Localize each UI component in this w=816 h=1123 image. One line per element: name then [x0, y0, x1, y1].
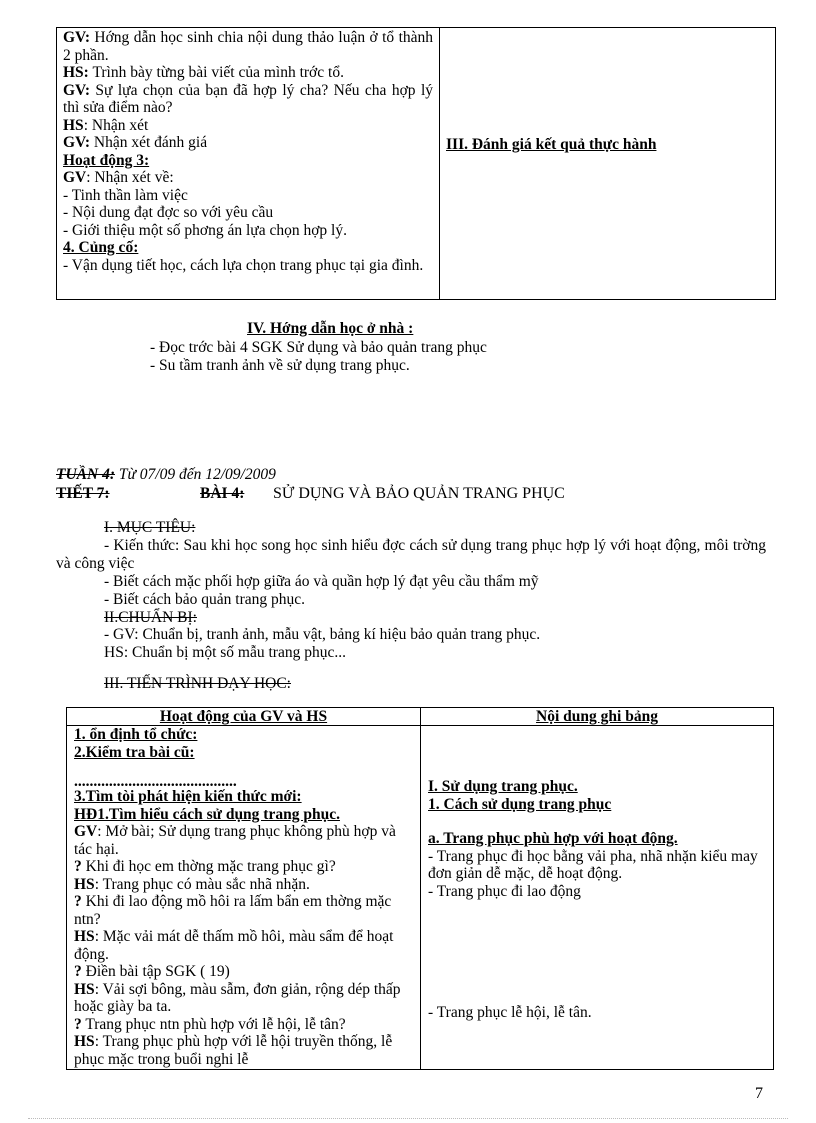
preparation-title: II.CHUẨN BỊ:: [104, 609, 197, 626]
gv-line-2: GV: Sự lựa chọn của bạn đã hợp lý cha? Nếu cha hợp lý thì sửa điểm nào?: [63, 81, 433, 116]
qa-line: HS: Trang phục có màu sắc nhã nhặn.: [74, 875, 310, 893]
gv-line-1: GV: Hớng dẫn học sinh chia nội dung thảo luận ở tổ thành 2 phần.: [63, 29, 433, 64]
preparation-item: HS: Chuẩn bị một số mẫu trang phục...: [104, 644, 346, 661]
table-header: Nội dung ghi bảng: [421, 708, 774, 726]
qa-line: ? Điền bài tập SGK ( 19): [74, 963, 230, 980]
page-number: 7: [755, 1085, 763, 1102]
evaluation-heading: III. Đánh giá kết quả thực hành: [446, 135, 657, 153]
step-2: 2.Kiểm tra bài cũ:: [74, 743, 195, 761]
objective-knowledge: - Kiến thức: Sau khi học song học sinh hiểu đợc cách sử dụng trang phục hợp lý với hoạt động, môi trờng và công việc: [56, 537, 766, 572]
board-content-cell: [421, 726, 774, 1070]
lesson-number: TIẾT 7:: [56, 485, 110, 502]
lesson-unit: BÀI 4:: [200, 485, 245, 502]
homework-title: IV. Hớng dẫn học ở nhà :: [247, 320, 414, 337]
hs-line-2: HS: Nhận xét: [63, 116, 149, 134]
board-item: - Trang phục đi lao động: [428, 882, 581, 900]
qa-line: HS: Mặc vải mát dễ thấm mồ hôi, màu sẩm để hoạt động.: [74, 928, 394, 963]
objective-item: - Biết cách mặc phối hợp giữa áo và quần hợp lý đạt yêu cầu thẩm mỹ: [104, 573, 539, 590]
teacher-student-cell: [67, 726, 421, 1070]
activity-3-gv: GV: Nhận xét về:: [63, 169, 174, 186]
table-header: Hoạt động của GV và HS: [67, 708, 421, 726]
spacer: [428, 726, 766, 778]
board-item: - Trang phục lễ hội, lễ tân.: [428, 1004, 592, 1021]
week-line: TUẦN 4: Từ 07/09 đến 12/09/2009: [56, 466, 276, 483]
qa-line: ? Khi đi học em thờng mặc trang phục gì?: [74, 858, 336, 875]
evaluation-right-cell: [440, 28, 776, 300]
homework-item: - Su tầm tranh ảnh về sử dụng trang phục.: [150, 357, 410, 374]
qa-line: HS: Trang phục phù hợp với lễ hội truyền thống, lễ phục mặc trong buổi nghi lễ: [74, 1033, 393, 1068]
spacer: [428, 900, 766, 1004]
objective-item: - Biết cách bảo quản trang phục.: [104, 591, 305, 608]
evaluation-left-cell: [57, 28, 440, 300]
activity-3-item: - Tinh thần làm việc: [63, 186, 188, 204]
section-1: I. Sử dụng trang phục.: [428, 778, 578, 795]
activity-1-title: HĐ1.Tìm hiểu cách sử dụng trang phục.: [74, 805, 340, 823]
dotted-line: ..........................................: [74, 773, 237, 790]
consolidation-text: - Vận dụng tiết học, cách lựa chọn trang phục tại gia đình.: [63, 256, 424, 274]
qa-line: HS: Vải sợi bông, màu sẫm, đơn giản, rộng dép thấp hoặc giày ba ta.: [74, 980, 401, 1015]
subsection-a: a. Trang phục phù hợp với hoạt động.: [428, 830, 678, 847]
preparation-item: - GV: Chuẩn bị, tranh ảnh, mẫu vật, bảng kí hiệu bảo quản trang phục.: [104, 626, 541, 643]
activity-3-title: Hoạt động 3:: [63, 151, 150, 169]
subsection-1: 1. Cách sử dụng trang phục: [428, 795, 612, 813]
step-1: 1. ổn định tổ chức:: [74, 726, 198, 743]
qa-line: GV: Mở bài; Sử dụng trang phục không phù hợp và tác hại.: [74, 823, 396, 858]
hs-line-1: HS: Trình bày từng bài viết của mình trớc tổ.: [63, 64, 344, 81]
gv-line-3: GV: Nhận xét đánh giá: [63, 134, 208, 151]
consolidation-title: 4. Củng cố:: [63, 239, 139, 256]
footer-divider: [28, 1118, 788, 1119]
lesson-process-table: [66, 707, 774, 1070]
process-title: III. TIẾN TRÌNH DẠY HỌC:: [104, 675, 291, 692]
evaluation-table: [56, 27, 776, 300]
step-3: 3.Tìm tòi phát hiện kiến thức mới:: [74, 788, 302, 805]
activity-3-item: - Nội dung đạt đợc so với yêu cầu: [63, 204, 274, 221]
board-item: - Trang phục đi học bằng vải pha, nhã nhặn kiểu may đơn giản dễ mặc, dễ hoạt động.: [428, 847, 758, 882]
qa-line: ? Trang phục ntn phù hợp với lễ hội, lễ tân?: [74, 1015, 346, 1033]
objectives-title: I. MỤC TIÊU:: [104, 519, 196, 536]
activity-3-item: - Giới thiệu một số phơng án lựa chọn hợp lý.: [63, 221, 347, 239]
spacer: [428, 813, 766, 830]
qa-line: ? Khi đi lao động mồ hôi ra lấm bẩn em thờng mặc ntn?: [74, 893, 392, 928]
lesson-title: SỬ DỤNG VÀ BẢO QUẢN TRANG PHỤC: [273, 485, 565, 502]
homework-item: - Đọc trớc bài 4 SGK Sử dụng và bảo quản trang phục: [150, 339, 487, 356]
